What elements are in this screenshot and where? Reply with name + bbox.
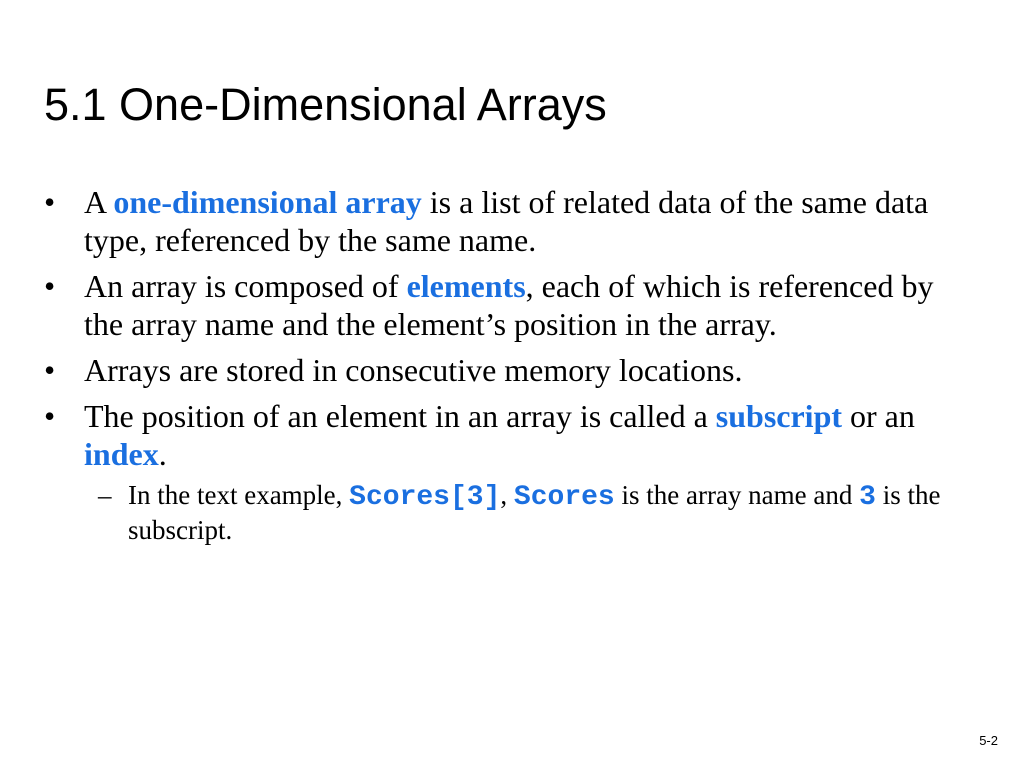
bullet-icon: •	[44, 352, 56, 388]
slide-title: 5.1 One-Dimensional Arrays	[44, 79, 607, 130]
bullet-text: Arrays are stored in consecutive memory locations.	[84, 352, 743, 388]
dash-icon: –	[98, 480, 112, 510]
term-subscript: subscript	[715, 398, 843, 434]
sub-bullet-item	[84, 479, 944, 547]
bullet-item-4	[44, 397, 944, 547]
bullet-icon: •	[44, 268, 56, 304]
bullet-text: is a list of related data of the same data type, referenced by the same name.	[84, 184, 929, 258]
bullet-text: , each of which is referenced by the array name and the element’s position in the array.	[84, 268, 934, 342]
bullet-item-1	[44, 183, 944, 259]
bullet-item-2	[44, 267, 944, 343]
sub-bullet-text: ,	[500, 480, 514, 510]
code-scores: Scores	[513, 482, 615, 513]
bullet-text: An array is composed of	[84, 268, 407, 304]
sub-bullet-text: is the subscript.	[128, 480, 941, 545]
bullet-text: or an	[842, 398, 915, 434]
term-index: index	[84, 436, 159, 472]
bullet-text: The position of an element in an array is called a	[84, 398, 716, 434]
term-elements: elements	[406, 268, 526, 304]
bullet-icon: •	[44, 184, 56, 220]
bullet-item-3	[44, 351, 944, 389]
bullet-text: A	[84, 184, 114, 220]
sub-bullet-list	[84, 479, 944, 547]
page-number: 5-2	[979, 733, 998, 748]
term-one-dimensional-array: one-dimensional array	[113, 184, 422, 220]
sub-bullet-text: In the text example,	[128, 480, 350, 510]
bullet-list	[44, 183, 944, 555]
sub-bullet-text: is the array name and	[614, 480, 860, 510]
bullet-icon: •	[44, 398, 56, 434]
code-scores-3: Scores[3]	[349, 482, 501, 513]
code-3: 3	[859, 482, 876, 513]
bullet-text: .	[158, 436, 167, 472]
